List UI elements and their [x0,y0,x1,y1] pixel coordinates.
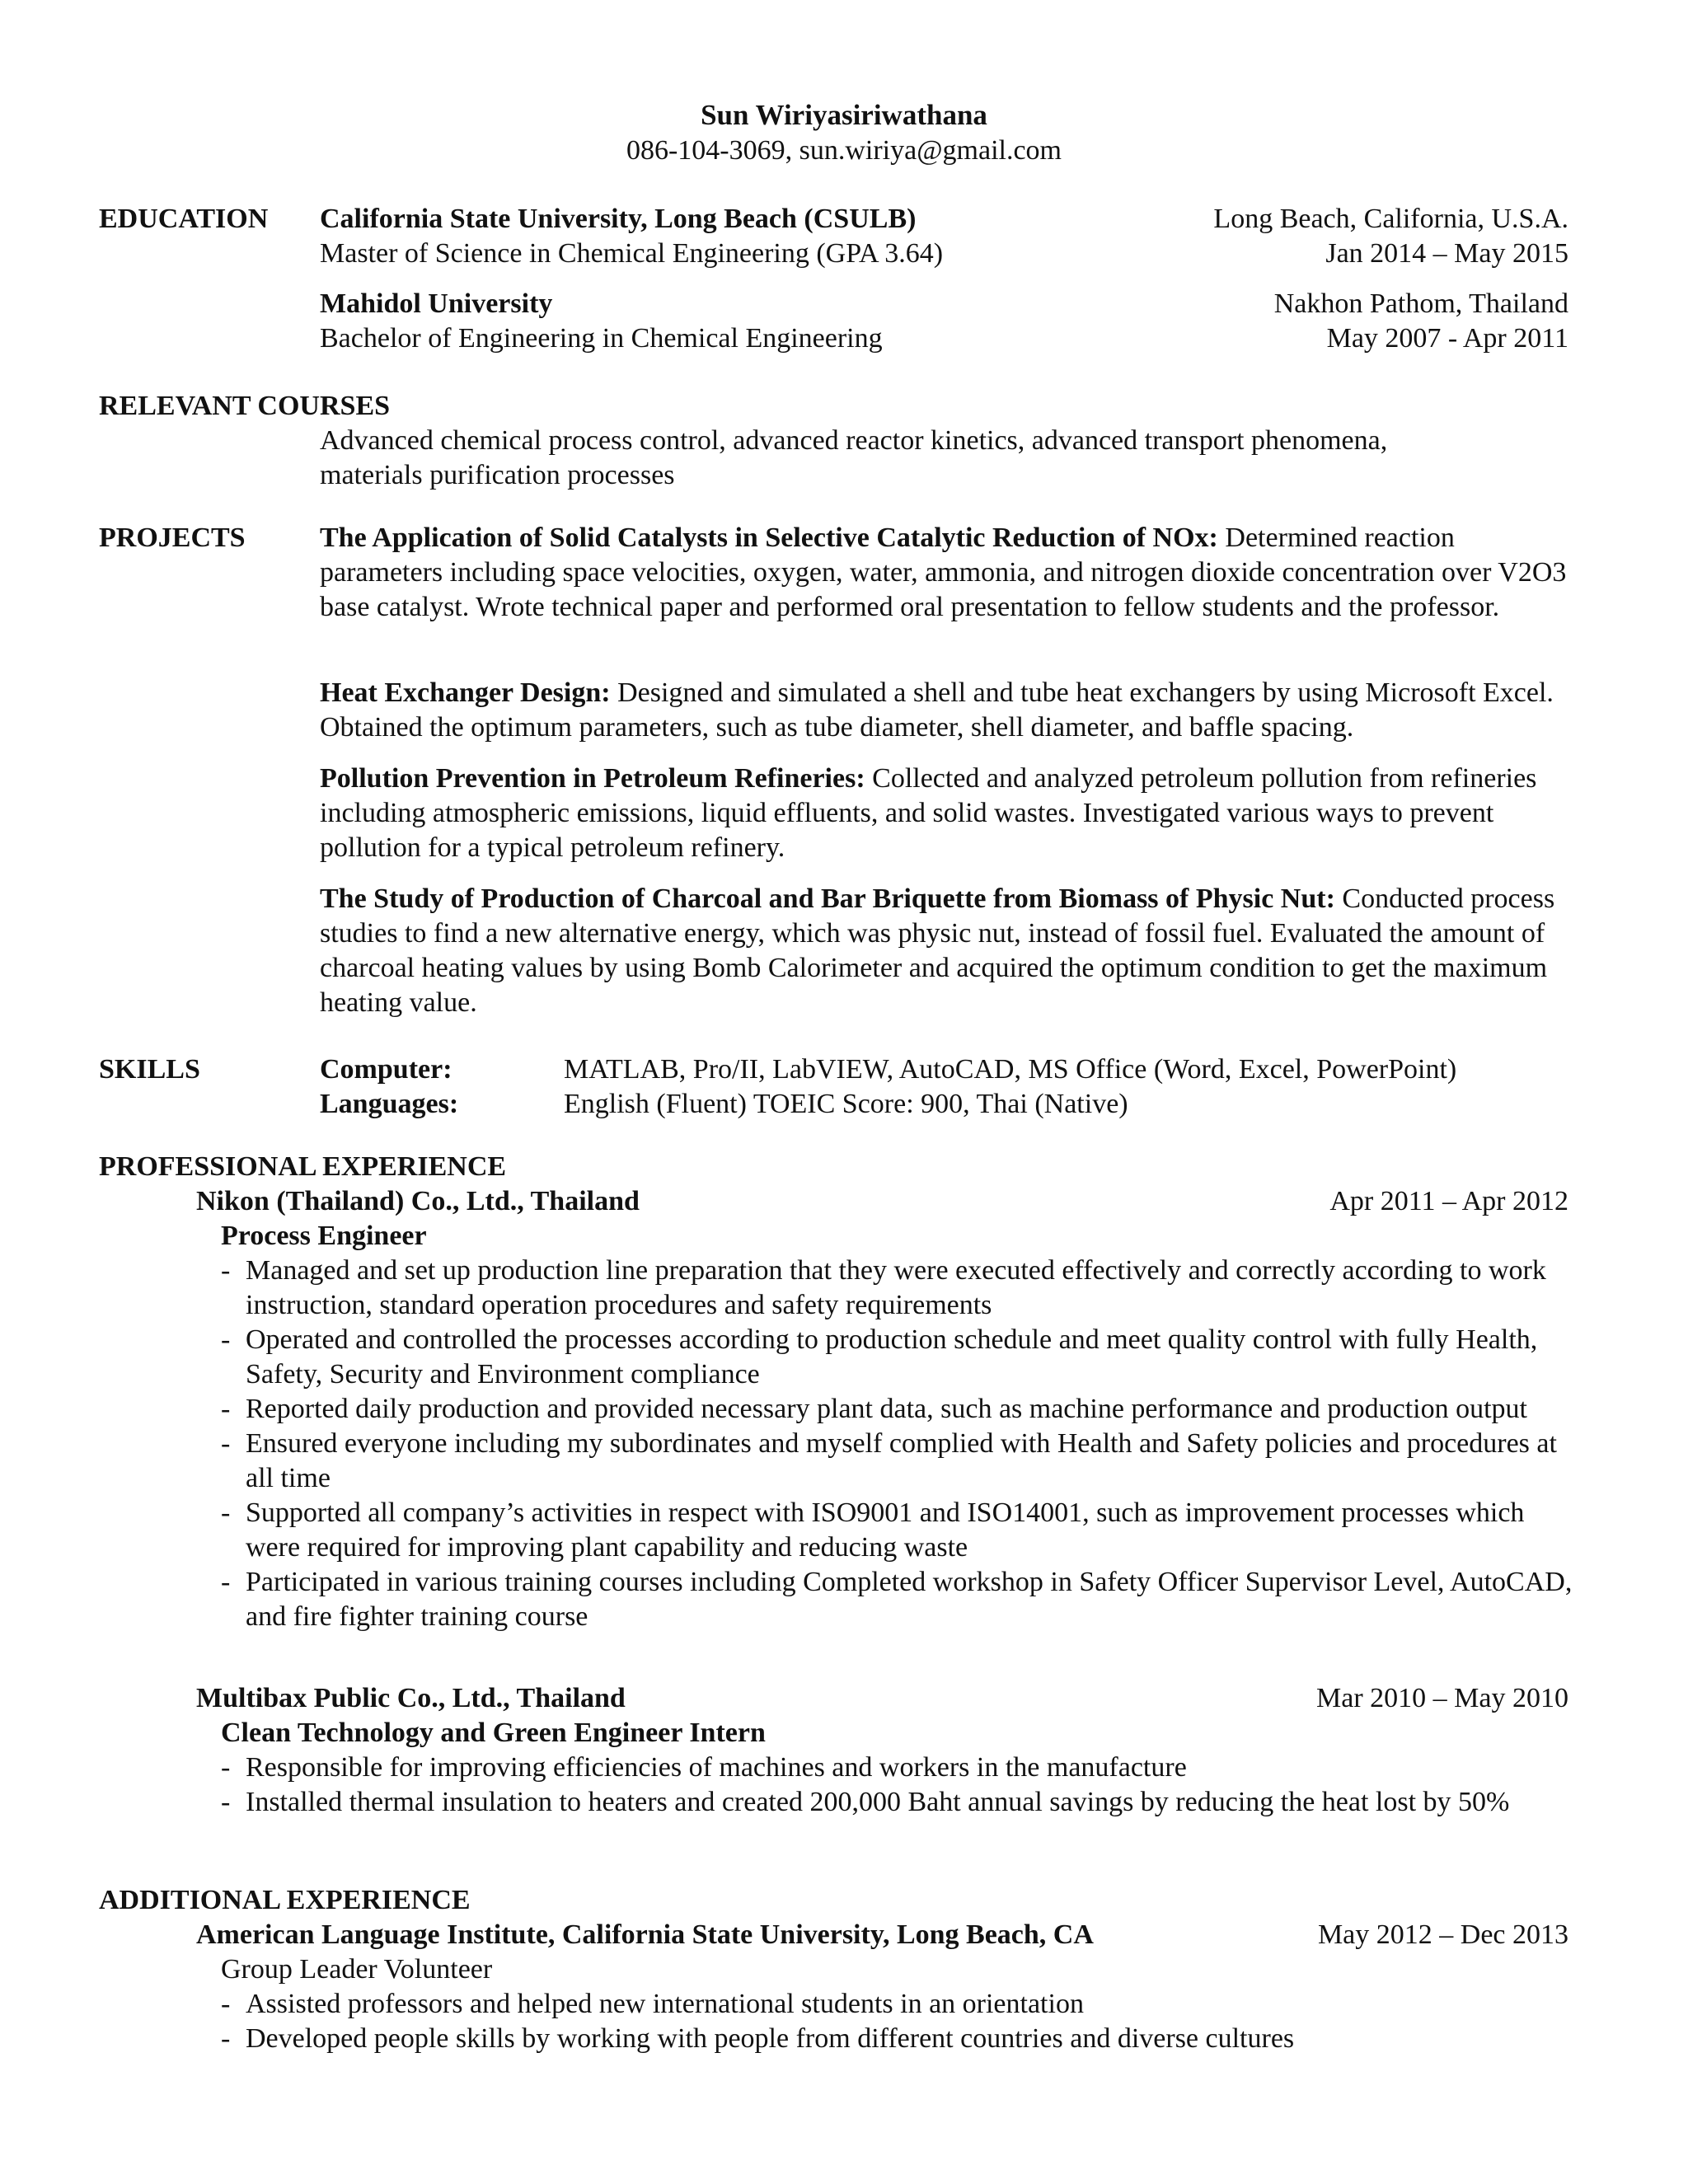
language-skills: English (Fluent) TOEIC Score: 900, Thai (Native) [564,1089,1128,1119]
skills-heading: SKILLS [99,1054,200,1085]
degree: Master of Science in Chemical Engineering (GPA 3.64) [320,238,944,269]
project-title: The Application of Solid Catalysts in Selective Catalytic Reduction of NOx: [320,523,1218,553]
list-item: - Operated and controlled the processes according to production schedule and meet quality control with fully Health, Safety, Security and Environment compliance [221,1323,1581,1392]
job-bullets [221,1254,1581,1634]
professional-heading: PROFESSIONAL EXPERIENCE [99,1151,507,1182]
school-location: Nakhon Pathom, Thailand [1273,288,1568,319]
organization-name: American Language Institute, California State University, Long Beach, CA [196,1919,1094,1950]
project-item [320,521,1581,625]
education-entry-1 [320,202,1568,271]
list-item: - Assisted professors and helped new international students in an orientation [221,1987,1581,2022]
job-title: Clean Technology and Green Engineer Intern [221,1718,766,1748]
job-dates: Apr 2011 – Apr 2012 [1329,1186,1568,1216]
skills-list [320,1052,1456,1122]
computer-skills-label: Computer: [320,1054,452,1085]
project-title: Heat Exchanger Design: [320,677,611,708]
project-title: The Study of Production of Charcoal and Bar Briquette from Biomass of Physic Nut: [320,883,1335,914]
job-title: Process Engineer [221,1221,427,1251]
school-name: California State University, Long Beach (CSULB) [320,204,917,234]
school-location: Long Beach, California, U.S.A. [1213,204,1568,234]
volunteer-bullets [221,1987,1581,2056]
company-name: Multibax Public Co., Ltd., Thailand [196,1683,626,1713]
project-description: Conducted process studies to find a new alternative energy, which was physic nut, instead of fossil fuel. Evaluated the amount of charcoal heating values by using Bomb Calorimeter and acquired the optimum condition to get the maximum heating value. [320,883,1555,1018]
candidate-name: Sun Wiriyasiriwathana [701,99,987,131]
projects-heading: PROJECTS [99,523,246,553]
education-dates: May 2007 - Apr 2011 [1326,323,1568,354]
job-header [196,1681,1568,1716]
project-item [320,882,1581,1020]
project-description: Determined reaction parameters including space velocities, oxygen, water, ammonia, and nitrogen dioxide concentration over V2O3 base catalyst. Wrote technical paper and performed oral presentation to fellow students and the professor. [320,523,1567,622]
volunteer-header [196,1918,1568,1952]
courses-heading: RELEVANT COURSES [99,391,391,421]
contact-info: 086-104-3069, sun.wiriya@gmail.com [626,135,1062,166]
job-bullets [221,1750,1564,1820]
job-dates: Mar 2010 – May 2010 [1316,1683,1568,1713]
education-dates: Jan 2014 – May 2015 [1325,238,1568,269]
project-description: Collected and analyzed petroleum pollution from refineries including atmospheric emissions, liquid effluents, and solid wastes. Investigated various ways to prevent pollution for a typical petroleum refinery. [320,763,1537,863]
list-item: - Developed people skills by working with people from different countries and diverse cultures [221,2022,1581,2056]
courses-text: Advanced chemical process control, advanced reactor kinetics, advanced transport phenomena, materials purification processes [320,425,1388,490]
project-item [320,676,1581,745]
project-title: Pollution Prevention in Petroleum Refineries: [320,763,865,794]
volunteer-dates: May 2012 – Dec 2013 [1317,1919,1568,1950]
list-item: - Participated in various training courses including Completed workshop in Safety Officer Supervisor Level, AutoCAD, and fire fighter training course [221,1565,1581,1634]
project-description: Designed and simulated a shell and tube heat exchangers by using Microsoft Excel. Obtained the optimum parameters, such as tube diameter, shell diameter, and baffle spacing. [320,677,1554,743]
project-item [320,762,1581,865]
education-entry-2 [320,287,1568,356]
degree: Bachelor of Engineering in Chemical Engineering [320,323,883,354]
list-item: - Ensured everyone including my subordinates and myself complied with Health and Safety policies and procedures at all time [221,1427,1581,1496]
additional-heading: ADDITIONAL EXPERIENCE [99,1885,471,1915]
resume-header [0,97,1688,168]
computer-skills: MATLAB, Pro/II, LabVIEW, AutoCAD, MS Office (Word, Excel, PowerPoint) [564,1054,1457,1085]
list-item: - Reported daily production and provided necessary plant data, such as machine performance and production output [221,1392,1581,1427]
job-header [196,1184,1568,1219]
company-name: Nikon (Thailand) Co., Ltd., Thailand [196,1186,640,1216]
list-item: - Responsible for improving efficiencies of machines and workers in the manufacture [221,1750,1564,1785]
language-skills-label: Languages: [320,1089,459,1119]
list-item: - Installed thermal insulation to heaters and created 200,000 Baht annual savings by reducing the heat lost by 50% [221,1785,1564,1820]
list-item: - Supported all company’s activities in respect with ISO9001 and ISO14001, such as improvement processes which were required for improving plant capability and reducing waste [221,1496,1581,1565]
education-heading: EDUCATION [99,204,269,234]
volunteer-role: Group Leader Volunteer [221,1954,493,1985]
list-item: - Managed and set up production line preparation that they were executed effectively and correctly according to work instruction, standard operation procedures and safety requirements [221,1254,1581,1323]
school-name: Mahidol University [320,288,553,319]
